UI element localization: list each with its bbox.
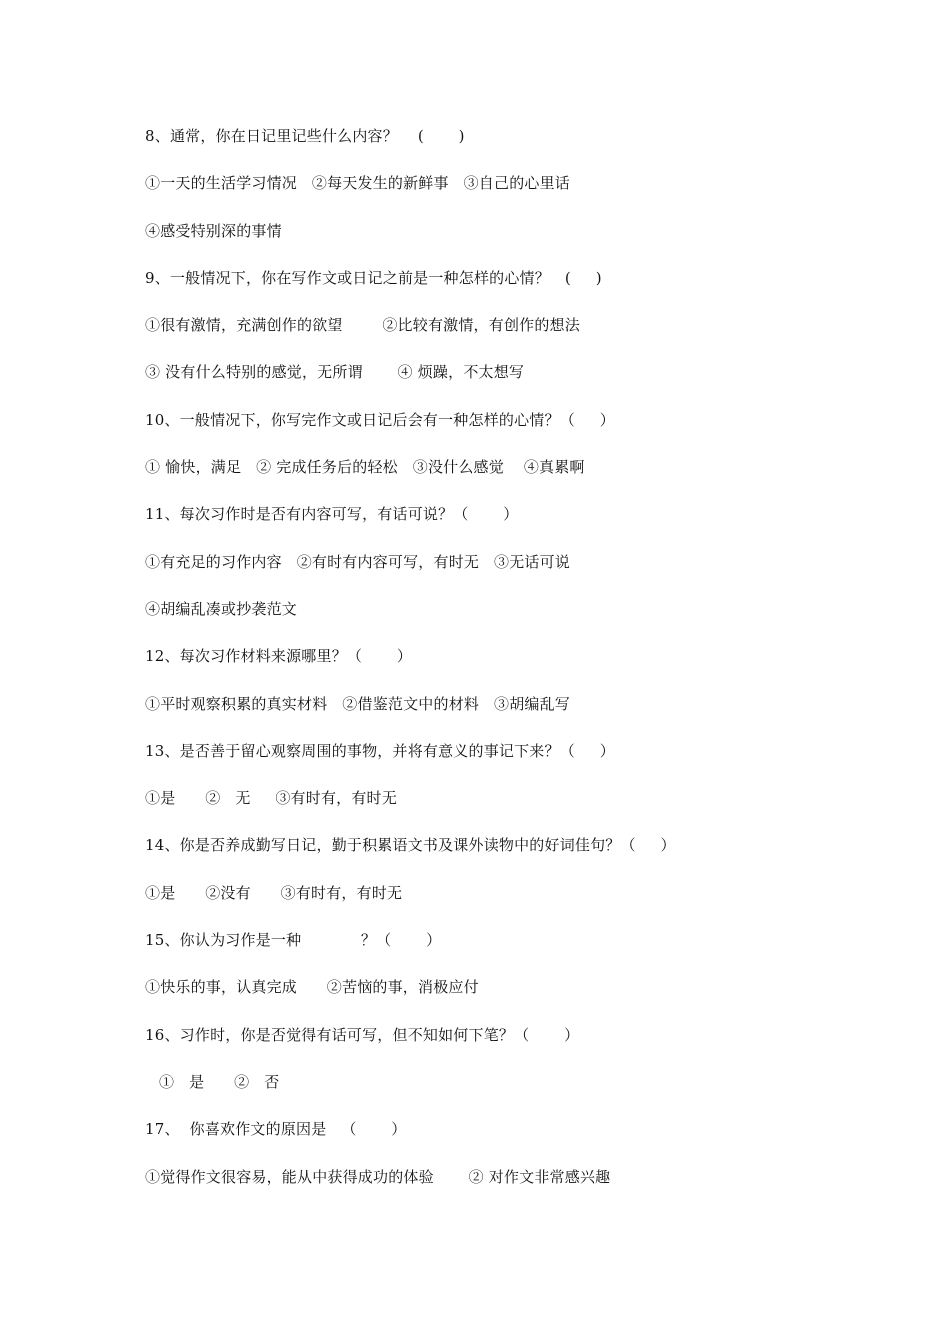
question-15-options: ①快乐的事，认真完成 ②苦恼的事，消极应付 <box>145 978 479 997</box>
question-12: 12、每次习作材料来源哪里？（ ） <box>145 647 413 666</box>
question-11-options: ①有充足的习作内容 ②有时有内容可写，有时无 ③无话可说 <box>145 552 571 571</box>
question-11: 11、每次习作时是否有内容可写，有话可说？（ ） <box>145 505 519 524</box>
question-8: 8、通常，你在日记里记些什么内容？ ( ) <box>145 127 465 145</box>
question-16: 16、习作时，你是否觉得有话可写，但不知如何下笔？（ ） <box>145 1025 580 1044</box>
question-8-options-cont: ④感受特别深的事情 <box>145 221 282 240</box>
question-9-options: ①很有激情，充满创作的欲望 ②比较有激情，有创作的想法 <box>145 316 580 335</box>
question-16-options: ① 是 ② 否 <box>159 1072 280 1091</box>
question-9: 9、一般情况下，你在写作文或日记之前是一种怎样的心情？ ( ) <box>145 268 602 287</box>
question-8-options: ①一天的生活学习情况 ②每天发生的新鲜事 ③自己的心里话 <box>145 174 571 193</box>
question-15: 15、你认为习作是一种 ？（ ） <box>145 931 442 950</box>
question-9-options-cont: ③ 没有什么特别的感觉，无所谓 ④ 烦躁，不太想写 <box>145 363 525 382</box>
question-13: 13、是否善于留心观察周围的事物，并将有意义的事记下来？（ ） <box>145 741 615 760</box>
question-11-options-cont: ④胡编乱凑或抄袭范文 <box>145 599 298 618</box>
question-14-options: ①是 ②没有 ③有时有，有时无 <box>145 883 403 902</box>
question-17: 17、 你喜欢作文的原因是 （ ） <box>145 1120 407 1139</box>
question-12-options: ①平时观察积累的真实材料 ②借鉴范文中的材料 ③胡编乱写 <box>145 694 571 713</box>
question-17-options: ①觉得作文很容易，能从中获得成功的体验 ② 对作文非常感兴趣 <box>145 1167 611 1186</box>
question-13-options: ①是 ② 无 ③有时有，有时无 <box>145 789 397 808</box>
question-10: 10、一般情况下，你写完作文或日记后会有一种怎样的心情？（ ） <box>145 410 615 429</box>
question-10-options: ① 愉快，满足 ② 完成任务后的轻松 ③没什么感觉 ④真累啊 <box>145 458 585 477</box>
survey-questions <box>145 122 885 1210</box>
question-14: 14、你是否养成勤写日记，勤于积累语文书及课外读物中的好词佳句？（ ） <box>145 836 676 855</box>
